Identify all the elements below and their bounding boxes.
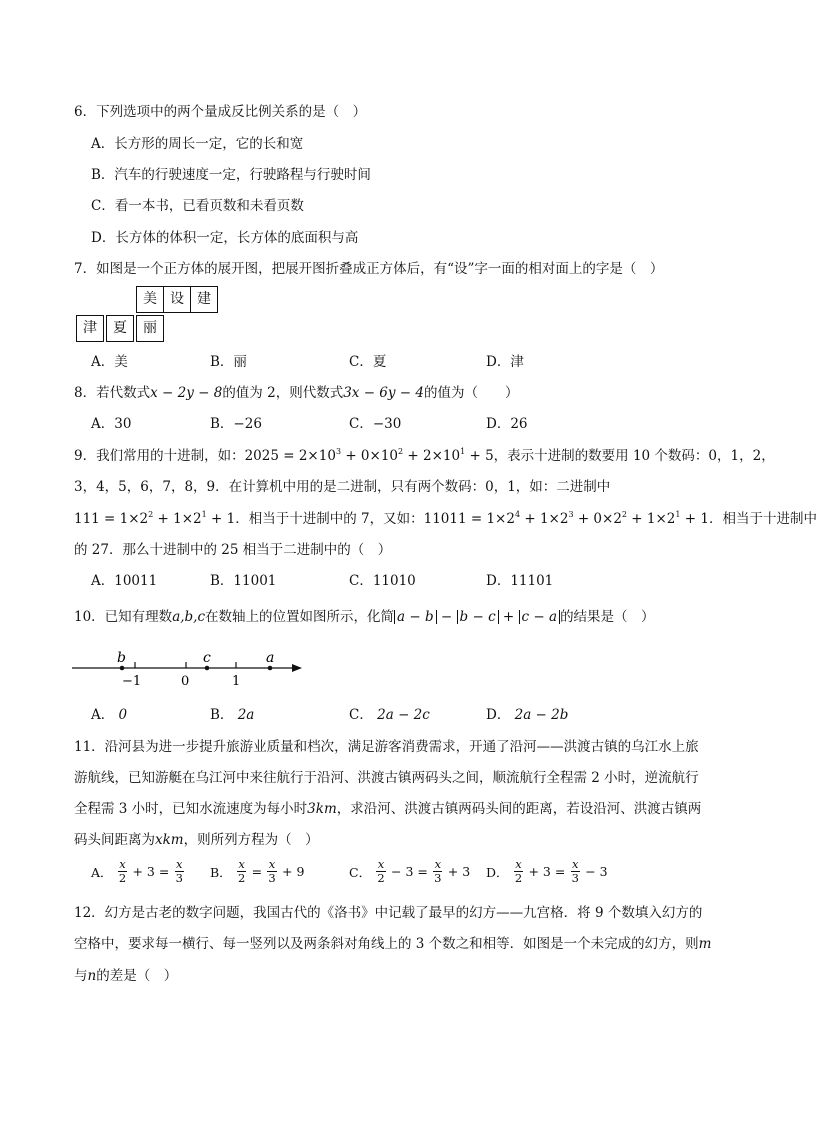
q11-option-c — [349, 858, 470, 892]
q8-expr1: x − 2y − 8 — [150, 385, 223, 401]
q8-stem-mid: 的值为 2，则代数式 — [222, 385, 344, 401]
q11-l4-post: ，则所列方程为（ ） — [183, 832, 319, 848]
numerator: x — [268, 857, 276, 871]
fraction-x-over-2 — [376, 858, 385, 885]
q12-var-m: m — [698, 936, 712, 952]
q10-stem-pre: 10．已知有理数 — [74, 609, 173, 625]
q11-b-label: B． — [210, 864, 232, 880]
q9-l3-mid: ．相当于十进制中的 7，又如： — [235, 511, 424, 527]
q9-decimal-expansion: $2025 = 2\times 10^3 + 0\times 10^2 + 2\times 10^1 + 5$ — [244, 447, 494, 464]
q10-abs-expression: a − b − b − c + c − a — [394, 609, 560, 625]
q11-l3-post: ，求沿河、洪渡古镇两码头间的距离，若设沿河、洪渡古镇两 — [336, 801, 702, 817]
fraction-x-over-3 — [433, 858, 442, 885]
q12-line-1: 12．幻方是古老的数字问题，我国古代的《洛书》中记载了最早的幻方——九宫格．将 9 个数填入幻方的 — [74, 905, 703, 921]
q11-d-label: D． — [486, 864, 509, 880]
q10-a-value: 0 — [118, 707, 128, 723]
net-cell-jin: 津 — [76, 315, 104, 342]
q9-line-2: 3，4，5，6，7，8，9．在计算机中用的是二进制，只有两个数码：0，1，如：二进制中 — [74, 479, 611, 495]
q10-stem-mid: 在数轴上的位置如图所示，化简 — [205, 609, 395, 625]
q11-b-operator: = — [251, 864, 263, 879]
q12-l2-pre: 空格中，要求每一横行、每一竖列以及两条斜对角线上的 3 个数之和相等．如图是一个未完成的幻方，则 — [74, 936, 699, 952]
q7-option-a: A．美 — [91, 354, 128, 370]
fraction-x-over-2 — [118, 858, 127, 885]
number-line-arrow — [292, 664, 302, 672]
q9-line-3 — [74, 510, 817, 528]
q7-stem: 7．如图是一个正方体的展开图，把展开图折叠成正方体后，有“设”字一面的相对面上的字是（ ） — [74, 261, 664, 277]
q10-option-a — [91, 706, 127, 724]
q8-stem-pre: 8．若代数式 — [74, 385, 151, 401]
q10-b-label: B． — [210, 707, 234, 723]
q7-option-b: B．丽 — [210, 354, 247, 370]
number-line-diagram — [72, 645, 308, 689]
net-cell-xia: 夏 — [106, 315, 134, 342]
q11-l3-pre: 全程需 3 小时，已知水流速度为每小时 — [74, 801, 308, 817]
q8-option-b: B．−26 — [210, 416, 262, 432]
q10-option-b — [210, 706, 254, 724]
q9-option-c: C．11010 — [349, 573, 416, 589]
q6-option-c: C．看一本书，已看页数和未看页数 — [91, 198, 304, 214]
q9-option-d: D．11101 — [486, 573, 554, 589]
point-b — [120, 666, 125, 671]
q7-option-c: C．夏 — [349, 354, 387, 370]
denominator: 3 — [175, 871, 183, 885]
q9-l3-post: ．相当于十进制中 — [708, 511, 817, 527]
q9-option-b: B．11001 — [210, 573, 277, 589]
label-a: a — [266, 650, 275, 666]
q6-option-b: B．汽车的行驶速度一定，行驶路程与行驶时间 — [91, 167, 371, 183]
q10-b-value: 2a — [237, 707, 255, 723]
q8-option-c: C．−30 — [349, 416, 402, 432]
q6-option-a: A．长方形的周长一定，它的长和宽 — [91, 136, 304, 152]
q6-option-d: D．长方体的体积一定，长方体的底面积与高 — [91, 230, 359, 246]
fraction-x-over-2 — [514, 858, 523, 885]
q10-option-c — [349, 706, 430, 724]
q10-a-label: A． — [91, 707, 115, 723]
q11-a-operator: + 3 = — [132, 864, 170, 879]
point-c — [205, 666, 210, 671]
q9-line-4: 的 27．那么十进制中的 25 相当于二进制中的（ ） — [74, 542, 392, 558]
q11-option-a — [91, 858, 185, 892]
q12-var-n: n — [87, 968, 97, 984]
q10-d-value: 2a − 2b — [514, 707, 569, 723]
q11-line-1: 11．沿河县为进一步提升旅游业质量和档次，满足游客消费需求，开通了沿河——洪渡古镇的乌江水上旅 — [74, 739, 699, 755]
q11-option-b — [210, 858, 304, 892]
q12-line-3 — [74, 967, 177, 985]
q11-line-4 — [74, 831, 319, 849]
q9-l1-pre: 9．我们常用的十进制，如： — [74, 448, 245, 464]
cube-net-diagram — [76, 286, 226, 344]
q11-distance-unit: xkm — [155, 832, 184, 848]
numerator: x — [572, 857, 579, 871]
numerator: x — [176, 857, 183, 871]
q10-c-label: C． — [349, 707, 373, 723]
denominator: 3 — [434, 871, 442, 885]
denominator: 3 — [268, 871, 276, 885]
q11-speed-unit: 3km — [307, 801, 337, 817]
q11-d-tail: − 3 — [585, 864, 608, 879]
q10-d-label: D． — [486, 707, 511, 723]
q9-line-1 — [74, 447, 775, 465]
numerator: x — [434, 857, 442, 871]
fraction-x-over-2 — [237, 858, 246, 885]
fraction-x-over-3 — [175, 858, 184, 885]
q9-option-a: A．10011 — [91, 573, 158, 589]
q7-option-d: D．津 — [486, 354, 524, 370]
q8-option-d: D．26 — [486, 416, 528, 432]
label-c: c — [203, 650, 211, 666]
q12-line-2 — [74, 935, 711, 953]
q11-option-d — [486, 858, 608, 892]
net-cell-she: 设 — [163, 286, 191, 313]
denominator: 2 — [514, 871, 523, 885]
q11-c-operator: − 3 = — [391, 864, 428, 879]
q11-d-operator: + 3 = — [528, 864, 566, 879]
numerator: x — [238, 857, 245, 871]
net-cell-li: 丽 — [136, 315, 164, 342]
q10-vars: a,b,c — [172, 609, 206, 625]
q11-line-2: 游航线，已知游艇在乌江河中来往航行于沿河、洪渡古镇两码头之间，顺流航行全程需 2 小时，逆流航行 — [74, 770, 699, 786]
q10-stem — [74, 608, 655, 626]
numerator: x — [377, 857, 385, 871]
q10-stem-post: 的结果是（ ） — [560, 609, 655, 625]
numerator: x — [119, 857, 126, 871]
numerator: x — [515, 857, 522, 871]
q9-binary-111: $111 = 1\times 2^2 + 1\times 2^1 + 1$ — [74, 510, 236, 527]
q8-stem — [74, 384, 519, 402]
q12-l3-pre: 与 — [74, 968, 88, 984]
q10-c-value: 2a − 2c — [377, 707, 430, 723]
net-cell-mei: 美 — [136, 286, 164, 313]
tick-label-0: 0 — [181, 674, 190, 689]
q11-b-tail: + 9 — [282, 864, 305, 879]
point-a — [268, 666, 273, 671]
q8-stem-post: 的值为（ ） — [424, 385, 519, 401]
q8-expr2: 3x − 6y − 4 — [343, 385, 424, 401]
q11-a-label: A． — [91, 864, 113, 880]
q9-l1-post: ，表示十进制的数要用 10 个数码：0，1，2， — [493, 448, 775, 464]
net-cell-jian: 建 — [190, 286, 218, 313]
tick-label-1: 1 — [232, 674, 241, 689]
q12-l3-post: 的差是（ ） — [96, 968, 178, 984]
tick-label-minus-1: −1 — [122, 674, 142, 689]
q11-c-label: C． — [349, 864, 372, 880]
denominator: 2 — [237, 871, 246, 885]
q11-c-tail: + 3 — [447, 864, 471, 879]
q9-binary-11011: $11011 = 1\times 2^4 + 1\times 2^3 + 0\times 2^2 + 1\times 2^1 + 1$ — [423, 510, 709, 527]
label-b: b — [117, 650, 126, 666]
q11-l4-pre: 码头间距离为 — [74, 832, 155, 848]
denominator: 2 — [377, 871, 385, 885]
fraction-x-over-3 — [267, 858, 276, 885]
fraction-x-over-3 — [571, 858, 580, 885]
q11-line-3 — [74, 800, 701, 818]
q10-option-d — [486, 706, 568, 724]
q8-option-a: A．30 — [91, 416, 132, 432]
denominator: 2 — [118, 871, 127, 885]
denominator: 3 — [571, 871, 579, 885]
q6-stem: 6．下列选项中的两个量成反比例关系的是（ ） — [74, 104, 367, 120]
